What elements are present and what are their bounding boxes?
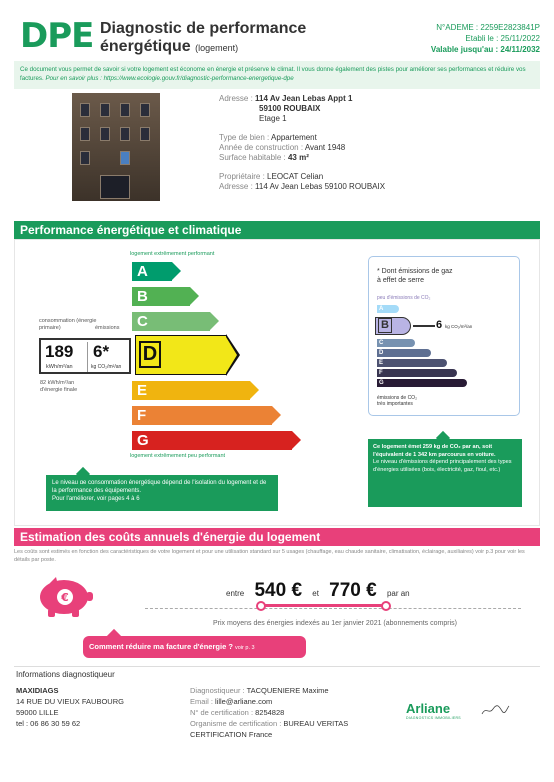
arliane-logo-sub: DIAGNOSTICS IMMOBILIERS [406,716,461,720]
photo-window [80,127,90,141]
dpe-logo: DPE [20,16,94,56]
piggy-bank-icon [34,575,94,617]
performance-section-title: Performance énergétique et climatique [14,221,540,239]
ges-class-d: D [377,349,431,357]
price-note: Prix moyens des énergies indexés au 1er janvier 2021 (abonnements compris) [213,620,457,627]
svg-text:€: € [61,591,69,604]
diag-company: MAXIDIAGS 14 RUE DU VIEUX FAUBOURG 59000 LILLE tel : 06 86 30 59 62 [16,686,124,728]
conso-unit: kWh/m²/an [46,364,73,370]
energy-class-g: G [132,431,292,450]
scale-top-label: logement extrêmement performant [130,251,215,257]
final-energy: 82 kWh/m²/an d'énergie finale [40,380,78,393]
photo-shop-sign [120,151,130,165]
property-photo [72,93,160,201]
diag-info-title: Informations diagnostiqueur [16,670,115,679]
consumption-box [39,338,131,374]
valid-until: Valable jusqu'au : 24/11/2032 [430,45,540,54]
photo-window [100,127,110,141]
divider [87,342,88,372]
ges-class-c: C [377,339,415,347]
cost-range-bar [260,604,386,607]
emis-value: 6* [93,342,110,361]
ges-pointer-line [413,325,435,327]
emis-label: émissions [95,325,120,331]
energy-class-a: A [132,262,172,281]
costs-section-title: Estimation des coûts annuels d'énergie du logement [14,528,540,546]
photo-window [120,103,130,117]
photo-window [120,127,130,141]
cost-estimate: entre 540 € et 770 € par an [226,580,410,601]
rating-arrow [135,335,227,375]
ges-rating-box [375,317,411,335]
cost-min-dot [256,601,266,611]
ges-class-e: E [377,359,447,367]
photo-window [80,103,90,117]
cost-dotted-line [145,608,521,609]
ges-class-f: F [377,369,457,377]
ademe-number: N°ADEME : 2259E2823841P [436,23,540,32]
intro-link[interactable]: Pour en savoir plus : https://www.ecologie.gouv.fr/diagnostic-performance-energetique-dpe [45,75,294,82]
signature-icon [480,703,510,717]
energy-class-c: C [132,312,210,331]
document-meta [431,22,540,55]
ges-value: 6 [436,319,443,331]
reduce-bill-button[interactable]: Comment réduire ma facture d'énergie ? voir p. 3 [83,636,306,658]
energy-class-f: F [132,406,272,425]
cost-max-dot [381,601,391,611]
diag-email-link[interactable]: lille@arliane.com [215,697,273,706]
emis-unit: kg CO₂/m²/an [91,364,122,370]
cost-max: 770 € [329,580,377,601]
ges-card [368,256,520,416]
ges-class-a: A [377,305,399,313]
photo-window [140,127,150,141]
ges-foot: émissions de CO₂ très importantes [377,395,418,407]
rating-letter: D [139,341,161,368]
conso-value: 189 [45,342,74,361]
footer [14,666,540,752]
diag-details: Diagnostiqueur : TACQUENIERE Maxime Email : lille@arliane.com N° de certification : 8254828 Organisme de certification : BUREAU VERITAS CERTIFICATION France [190,686,349,739]
photo-shopfront [100,175,130,199]
energy-note: Le niveau de consommation énergétique dépend de l'isolation du logement et de la performance des équipements. Pour l'améliorer, voir pages 4 à 6 [46,475,278,511]
energy-class-e: E [132,381,250,400]
cost-min: 540 € [254,580,303,601]
ges-rating-letter: B [378,318,392,333]
ges-unit: kg CO₂/m²/an [445,324,473,329]
page-title: Diagnostic de performance énergétique (logement) [100,20,307,55]
photo-window [80,151,90,165]
ges-callout: Ce logement émet 259 kg de CO₂ par an, soit l'équivalent de 1 342 km parcourus en voiture. Le niveau d'émissions dépend principalement des types d'énergies utilisées (bois, électricité, gaz, fioul, etc.) [368,439,522,507]
header [14,12,544,60]
property-info: Adresse : 114 Av Jean Lebas Appt 1 59100 ROUBAIX Etage 1 Type de bien : Appartement Année de construction : Avant 1948 Surface habitable : 43 m² Propriétaire : LEOCAT Celian Adresse : 114 Av Jean Lebas 59100 ROUBAIX [219,94,386,191]
ges-sub: peu d'émissions de CO₂ [377,295,431,301]
issue-date: Etabli le : 25/11/2022 [465,34,540,43]
scale-bottom-label: logement extrêmement peu performant [130,453,226,459]
ges-class-g: G [377,379,467,387]
energy-class-b: B [132,287,190,306]
rating-arrow-tip-fill [226,337,237,373]
ges-title: * Dont émissions de gaz à effet de serre [377,268,453,284]
photo-window [140,103,150,117]
photo-window [100,103,110,117]
arliane-logo: Arliane [406,701,451,716]
conso-label: consommation (énergie primaire) [39,318,97,331]
costs-intro: Les coûts sont estimés en fonction des caractéristiques de votre logement et pour une utilisation standard sur 5 usages (chauffage, eau chaude sanitaire, climatisation, éclairage, auxiliaires) voir p.3 pour voir les détails par poste. [14,549,525,563]
intro-band: Ce document vous permet de savoir si votre logement est économe en énergie et préserve le climat. Il vous donne également des pistes pour améliorer ses performances et réduire vos factures. Pour en savoir plus : https://www.ecologie.gouv.fr/diagnostic-performance-energetique-dpe [14,61,540,89]
